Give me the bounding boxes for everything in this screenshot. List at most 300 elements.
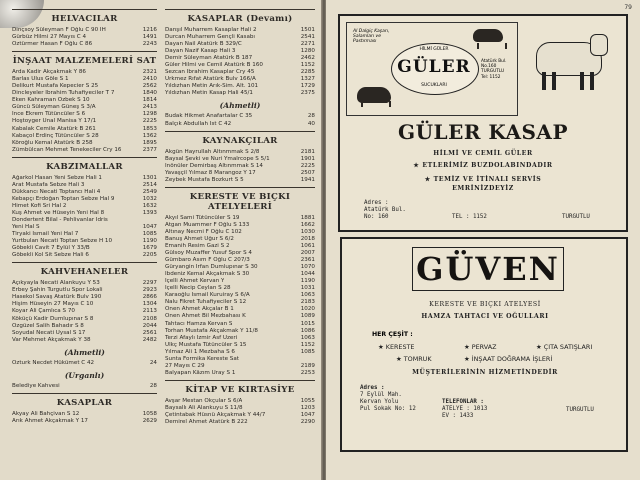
section-heading: KİTAP VE KIRTASİYE	[185, 384, 295, 395]
entry-name: Göbekli Cavit 7 Eylül Y 33/B	[12, 245, 90, 252]
entry-phone: 2108	[142, 315, 157, 322]
entry-name: Karaoğlu İsmail Kuruiray S 6/A	[165, 292, 250, 299]
entry-phone: 1491	[142, 34, 157, 41]
entry-name: Hoştoyger Ünal Manisa Y 17/1	[12, 118, 97, 125]
entry-phone: 1662	[300, 221, 315, 228]
entry-name: Yıldızhan Metin Kasap Hali 45/1	[165, 90, 253, 97]
section-heading: KASAPLAR	[56, 397, 113, 408]
entry-phone: 1047	[300, 411, 315, 418]
entry-phone: 2113	[142, 308, 157, 315]
entry-phone: 2243	[142, 41, 157, 48]
entry-name: Dayan Nail Atatürk B 329/C	[165, 41, 242, 48]
entry-phone: 1070	[300, 264, 315, 271]
entry-name: Köroğlu Kemal Atatürk B 258	[12, 139, 93, 146]
entry-name: Yıldızhan Metin Arık-Sim. Alt. 101	[165, 83, 259, 90]
entry-name: Yılmaz Ali 1 Mezbaha S 6	[165, 348, 235, 355]
entry-name: Tahtacı Hamza Kervan S	[165, 320, 233, 327]
directory-entry	[165, 398, 315, 405]
entry-name: Yurtbulan Necati Toptan Sebze H 10	[12, 238, 113, 245]
entry-name: Önen Ahmet Bil Mezbahası K	[165, 313, 246, 320]
directory-entry	[165, 83, 315, 90]
section-rule	[12, 393, 157, 394]
entry-name: Koyar Ali Çamlıca S 70	[12, 308, 75, 315]
entry-phone: 2866	[142, 294, 157, 301]
entry-name: Emanih Resim Gazi S 2	[165, 242, 230, 249]
directory-entry	[165, 278, 315, 285]
entry-phone: 1304	[142, 301, 157, 308]
entry-phone: 2007	[300, 250, 315, 257]
entry-name: Budak Hikmet Anafartalar C 35	[165, 113, 253, 120]
entry-phone: 2629	[142, 417, 157, 424]
entry-name: Dayan Nazif Kasap Hali 3	[165, 48, 236, 55]
entry-phone: 1679	[142, 245, 157, 252]
directory-entry	[165, 48, 315, 55]
subsection-heading: (Urganlı)	[64, 370, 105, 380]
section-rule	[12, 157, 157, 158]
directory-entry	[165, 370, 315, 377]
entry-name: Banuş Ahmet Uğur S 6/2	[165, 235, 234, 242]
entry-phone: 1216	[142, 27, 157, 33]
directory-entry	[12, 97, 157, 104]
entry-phone: 2923	[142, 287, 157, 294]
subsection-heading: (Ahmetli)	[219, 101, 261, 111]
entry-name: Akyıl Sami Tütüncüler S 19	[165, 214, 240, 221]
entry-name: Altınay Necmi F Oğlu C 102	[165, 228, 242, 235]
entry-phone	[312, 356, 315, 363]
guven-product-list	[342, 239, 628, 379]
entry-phone: 1301	[142, 174, 157, 181]
entry-phone: 1063	[300, 334, 315, 341]
entry-phone: 2375	[300, 90, 315, 97]
entry-phone: 2514	[142, 181, 157, 188]
entry-phone: 1280	[300, 48, 315, 55]
directory-entry	[165, 335, 315, 342]
entry-phone: 1015	[300, 320, 315, 327]
directory-entry	[12, 238, 157, 245]
entry-name: İbdeniz Kemal Akçakmak S 30	[165, 271, 250, 278]
entry-phone: 1895	[142, 139, 157, 146]
entry-phone: 2321	[142, 69, 157, 76]
directory-entry	[12, 330, 157, 337]
directory-entry	[165, 222, 315, 229]
directory-entry	[165, 321, 315, 328]
entry-phone: 1298	[142, 111, 157, 118]
entry-name: Gülsoy Muzaffer Yusuf Spor S 4	[165, 250, 252, 257]
directory-entry	[165, 90, 315, 97]
directory-entry	[12, 245, 157, 252]
product-item: ★ İNŞAAT DOĞRAMA İŞLERİ	[464, 355, 553, 363]
entry-name: Öztürmer Hasan F Oğlu C 86	[12, 41, 93, 48]
directory-entry	[165, 342, 315, 349]
entry-name: Terzi Afaylı İzmir Asf Üzeri	[165, 334, 238, 341]
entry-name: Akgün Hayrullah Altınmmak S 2/8	[165, 148, 260, 155]
entry-name: Kuş Ahmet ve Hüseyin Yeni Hal 8	[12, 209, 105, 216]
entry-name: Hişim Hüseyin 27 Mayıs C 10	[12, 301, 94, 308]
directory-entry	[12, 118, 157, 125]
directory-entry	[12, 90, 157, 97]
entry-name: Dondertent Bilal - Pehlivanlar İdris	[12, 216, 108, 223]
section-rule	[12, 51, 157, 52]
entry-phone: 2181	[300, 148, 315, 155]
directory-entry	[165, 271, 315, 278]
section-heading: KAHVEHANELER	[40, 267, 129, 278]
directory-entry	[165, 163, 315, 170]
entry-phone	[154, 217, 157, 224]
guler-line-3: EMRİNİZDEYİZ	[452, 185, 514, 192]
directory-entry	[12, 418, 157, 425]
entry-name: Ozturk Necdet Hükümet C 42	[12, 359, 95, 366]
entry-phone: 28	[149, 382, 157, 389]
directory-entry	[165, 264, 315, 271]
directory-entry	[165, 55, 315, 62]
entry-phone: 1501	[300, 27, 315, 33]
product-item: ★ TOMRUK	[396, 355, 432, 363]
directory-entry	[165, 149, 315, 156]
section-heading: KAYNAKÇILAR	[202, 135, 278, 146]
directory-entry	[12, 175, 157, 182]
directory-entry	[12, 182, 157, 189]
entry-phone: 2271	[300, 41, 315, 48]
entry-name: Balyapan Kâzım Uray S 1	[165, 369, 236, 376]
entry-name: Arda Kadir Akçakmak Y 86	[12, 69, 86, 76]
directory-entry	[12, 27, 157, 34]
directory-entry	[12, 301, 157, 308]
entry-name: Güncü Süleyman Güneş S 3/A	[12, 104, 96, 111]
directory-entry	[12, 83, 157, 90]
entry-name: Köküçü Kadir Dumlupınar S 8	[12, 315, 94, 322]
logo-bottom-text: SUCUKLARI	[421, 83, 447, 88]
directory-entry	[165, 363, 315, 370]
entry-phone: 2225	[300, 162, 315, 169]
entry-name: Eken Kahraman Ozbek S 10	[12, 97, 90, 104]
directory-entry	[165, 170, 315, 177]
entry-phone: 1853	[142, 125, 157, 132]
entry-phone: 2253	[300, 369, 315, 376]
section-rule	[12, 262, 157, 263]
entry-name: Belediye Kahvesi	[12, 382, 60, 389]
guler-line-1: ★ ETLERİMİZ BUZDOLABINDADIR	[413, 162, 553, 169]
entry-name: Güryangin İrfan Dumlupınar S 30	[165, 264, 258, 271]
directory-entry	[12, 189, 157, 196]
entry-phone: 28	[307, 113, 315, 120]
logo-address: Atatürk Bul. No.160 TURGUTLU Tel: 1152	[481, 59, 507, 80]
subsection-heading: (Ahmetli)	[64, 347, 105, 357]
product-item: ★ PERVAZ	[464, 343, 497, 351]
directory-entry	[165, 156, 315, 163]
directory-entry	[165, 292, 315, 299]
directory-entry	[12, 104, 157, 111]
entry-name: Akyay Ali Bahçivan S 12	[12, 410, 80, 417]
entry-name: Sunta Formika Kereste Sat	[165, 355, 239, 362]
directory-column-right	[165, 6, 315, 426]
guven-line-2: HAMZA TAHTACI VE OĞULLARI	[421, 313, 549, 320]
entry-phone: 1203	[300, 404, 315, 411]
entry-name: Sezcan İbrahim Kasaplar Cry 45	[165, 69, 255, 76]
directory-entry	[165, 419, 315, 426]
directory-entry	[12, 316, 157, 323]
directory-entry	[165, 349, 315, 356]
directory-entry	[12, 126, 157, 133]
guler-owners: HİLMİ VE CEMİL GÜLER	[433, 150, 533, 157]
entry-name: Gürbüz Hilmi 27 Mayıs C 4	[12, 34, 87, 41]
entry-name: Hasekol Savaş Atatürk Bulv 190	[12, 294, 102, 301]
directory-entry	[12, 147, 157, 154]
entry-name: Gümbaro Asım F Oğlu C 207/3	[165, 257, 250, 264]
entry-name: Torhan Mustafa Akçakmak Y 11/8	[165, 327, 258, 334]
section-rule	[165, 9, 315, 10]
entry-name: İçelli Necip Ceylan S 28	[165, 285, 231, 292]
entry-phone: 2290	[300, 419, 315, 426]
entry-name: İnönüler Demirbaş Altınmmak S 14	[165, 162, 263, 169]
entry-name: Önen Ahmet Akçalar B 1	[165, 306, 234, 313]
entry-name: Açıkyayla Necati Alankuyu Y 53	[12, 280, 100, 287]
directory-entry	[12, 287, 157, 294]
entry-phone: 2044	[142, 322, 157, 329]
entry-name: Barlas Ulus Göle S 1	[12, 76, 69, 83]
entry-name: Baysallı Ali Alankuyu S 11/8	[165, 404, 243, 411]
directory-column-left	[12, 6, 157, 425]
directory-entry	[165, 229, 315, 236]
entry-phone: 1089	[300, 313, 315, 320]
guler-brand-title: GÜLER KASAP	[397, 120, 568, 144]
guven-line-3: MÜŞTERİLERİNİN HİZMETİNDEDİR	[412, 369, 558, 376]
entry-phone: 1020	[300, 306, 315, 313]
entry-phone: 2562	[142, 83, 157, 90]
entry-phone: 2018	[300, 235, 315, 242]
directory-entry	[165, 257, 315, 264]
entry-name: Dincleyeler İbrahim Tuhafiyeciler T 7	[12, 90, 115, 97]
entry-phone: 1055	[300, 397, 315, 404]
directory-entry	[12, 323, 157, 330]
section-heading: HELVACILAR	[51, 14, 118, 24]
directory-entry	[165, 62, 315, 69]
directory-entry	[12, 210, 157, 217]
directory-entry	[12, 133, 157, 140]
guven-brand-title: GÜVEN	[412, 247, 564, 291]
cow-icon	[357, 87, 391, 103]
entry-name: Baysal Şevki ve Nuri Ymalrcope S 5/1	[165, 155, 270, 162]
entry-name: İnce Ekrem Tütüncüler S 6	[12, 111, 86, 118]
directory-entry	[12, 111, 157, 118]
entry-phone: 1393	[142, 209, 157, 216]
entry-name: Balçık Abdullah İst C 42	[165, 120, 232, 127]
entry-name: Dükkancı Necati Toptancı Hali 4	[12, 188, 101, 195]
section-rule	[165, 131, 315, 132]
entry-name: Durcan Muharrem Gençli Kasabı	[165, 34, 255, 41]
guler-line-2: ★ TEMİZ VE İTİNALI SERVİS	[424, 176, 542, 183]
entry-phone: 2541	[300, 34, 315, 41]
entry-name: Himet Kofi Sri Hal 2	[12, 202, 67, 209]
entry-phone: 2462	[300, 55, 315, 62]
entry-phone: 1152	[300, 62, 315, 69]
directory-entry	[12, 383, 157, 390]
entry-name: Atgan Muammer F Oğlu S 133	[165, 221, 250, 228]
entry-name: Güler Hilmi ve Cemil Atatürk B 160	[165, 62, 263, 69]
product-item: ★ KERESTE	[378, 343, 415, 351]
entry-name: Özgüzel Salih Bahadır S 8	[12, 322, 84, 329]
directory-entry	[165, 313, 315, 320]
guler-kasap-ad	[338, 14, 628, 232]
section-rule	[165, 187, 315, 188]
entry-name: İçelli Ahmet Kervan Y	[165, 278, 225, 285]
entry-phone: 2377	[142, 146, 157, 153]
entry-phone: 2285	[300, 69, 315, 76]
entry-name: Göbekli Kol Sit Sebze Hali 6	[12, 252, 89, 259]
guven-city: TURGUTLU	[566, 407, 594, 413]
directory-entry	[12, 34, 157, 41]
directory-entry	[165, 215, 315, 222]
directory-entry	[12, 294, 157, 301]
entry-phone: 2189	[300, 362, 315, 369]
directory-entry	[165, 76, 315, 83]
section-heading: KERESTE VE BIÇKI ATELYELERİ	[189, 191, 291, 212]
entry-name: Ülkç Mustafa Tütüncüler S 15	[165, 341, 247, 348]
entry-phone: 2361	[300, 257, 315, 264]
cow-illustration-icon	[528, 28, 612, 96]
directory-entry	[12, 217, 157, 224]
entry-phone: 1044	[300, 271, 315, 278]
entry-name: Erbey Şahin Turgutlu Spor Lokali	[12, 287, 103, 294]
entry-name: Zümbülcan Mehmet Tenekeciler Cry 16	[12, 146, 122, 153]
entry-phone: 40	[307, 120, 315, 127]
entry-name: Zeybek Mustafa Bozkurt S 5	[165, 176, 244, 183]
guler-tel: TEL : 1152	[452, 214, 487, 220]
directory-entry	[165, 243, 315, 250]
cow-icon	[473, 29, 503, 42]
entry-name: Ürkmez Rıfat Atatürk Bulv 166/A	[165, 76, 256, 83]
entry-phone: 2297	[142, 280, 157, 287]
product-item: ★ ÇITA SATIŞLARI	[536, 343, 593, 351]
section-heading: KABZIMALLAR	[46, 161, 123, 172]
entry-phone: 1085	[142, 231, 157, 238]
entry-phone: 2549	[142, 188, 157, 195]
entry-name: Soyudal Necati Uysal S 17	[12, 329, 86, 336]
logo-word: GÜLER	[397, 57, 471, 77]
entry-name: Arat Mustafa Sebze Hali 3	[12, 181, 85, 188]
entry-phone: 1729	[300, 83, 315, 90]
directory-entry	[165, 405, 315, 412]
directory-entry	[165, 121, 315, 128]
entry-phone: 1881	[300, 214, 315, 221]
entry-phone: 1941	[300, 176, 315, 183]
section-heading: KASAPLAR (Devamı)	[187, 14, 293, 24]
directory-entry	[12, 76, 157, 83]
entry-name: Demir Süleyman Atatürk B 187	[165, 55, 253, 62]
entry-name: Dinçsoy Süleyman F Oğlu C 90 İH	[12, 27, 106, 33]
entry-name: Avşar Mestan Okçular S 6/A	[165, 397, 243, 404]
entry-phone: 1190	[142, 238, 157, 245]
entry-phone: 1030	[300, 228, 315, 235]
guler-city: TURGUTLU	[562, 214, 590, 220]
entry-phone: 1632	[142, 202, 157, 209]
entry-phone: 1058	[142, 410, 157, 417]
directory-entry	[165, 236, 315, 243]
directory-entry	[12, 140, 157, 147]
entry-phone: 1086	[300, 327, 315, 334]
entry-phone: 2183	[300, 299, 315, 306]
directory-entry	[12, 308, 157, 315]
directory-entry	[165, 41, 315, 48]
directory-entry	[12, 203, 157, 210]
guven-phones: TELEFONLAR : ATELYE : 1013 EV : 1433	[442, 399, 488, 419]
entry-phone: 1085	[300, 348, 315, 355]
entry-name: 27 Mayıs C 29	[165, 362, 205, 369]
entry-name: Yavaşçil Yılmaz 8 Marangoz Y 17	[165, 169, 256, 176]
entry-phone: 2507	[300, 169, 315, 176]
entry-name: Tiryaki İsmail Yeni Hal 7	[12, 231, 79, 238]
directory-entry	[12, 231, 157, 238]
entry-name: Danşıl Muharrem Kasaplar Hali 2	[165, 27, 257, 33]
directory-entry	[165, 356, 315, 363]
entry-phone: 1152	[300, 341, 315, 348]
guven-address: Adres : 7 Eylül Mah. Kervan Yolu Pul Sokak No: 12	[360, 385, 416, 412]
entry-phone: 1063	[300, 292, 315, 299]
directory-entry	[12, 224, 157, 231]
entry-phone: 1840	[142, 90, 157, 97]
entry-name: Var Mehmet Akçakmak Y 38	[12, 336, 91, 343]
section-rule	[12, 9, 157, 10]
directory-entry	[165, 250, 315, 257]
entry-phone: 2410	[142, 76, 157, 83]
directory-entry	[12, 411, 157, 418]
entry-phone: 2225	[142, 118, 157, 125]
guler-logo	[346, 22, 518, 116]
entry-name: Delikurt Mustafa Kepecier S 25	[12, 83, 99, 90]
entry-phone: 2413	[142, 104, 157, 111]
entry-name: Kabalak Cemile Atatürk B 261	[12, 125, 96, 132]
entry-phone: 1901	[300, 155, 315, 162]
directory-entry	[12, 252, 157, 259]
logo-note: Al Dalgiç Kaşarı, Salamları ve Pastırması	[353, 29, 390, 44]
directory-entry	[165, 113, 315, 120]
section-rule	[165, 380, 315, 381]
directory-entry	[165, 412, 315, 419]
directory-entry	[165, 34, 315, 41]
entry-name: Yeni Hal S	[12, 224, 40, 231]
directory-entry	[165, 69, 315, 76]
entry-name: Demirel Ahmet Atatürk B 222	[165, 419, 248, 426]
entry-phone: 1047	[142, 224, 157, 231]
page-number: 79	[624, 4, 632, 11]
directory-entry	[12, 337, 157, 344]
directory-entry	[12, 41, 157, 48]
entry-phone: 1031	[300, 285, 315, 292]
directory-entry	[165, 306, 315, 313]
section-heading: İNŞAAT MALZEMELERİ SAT	[12, 56, 157, 67]
directory-entry	[12, 280, 157, 287]
entry-name: Kebapçı Erdoğan Toptan Sebze Hal 9	[12, 195, 115, 202]
entry-phone: 1362	[142, 132, 157, 139]
guven-her-cesit: HER ÇEŞİT :	[372, 331, 413, 338]
entry-name: Kabaçol Erdinç Tütüncüler S 28	[12, 132, 99, 139]
entry-name: Arık Ahmet Akçakmak Y 17	[12, 417, 88, 424]
entry-phone: 24	[149, 359, 157, 366]
directory-entry	[165, 27, 315, 34]
entry-phone: 1061	[300, 242, 315, 249]
entry-name: Çetintabak Hüsnü Akçakmak Y 44/7	[165, 411, 266, 418]
logo-top-text: HİLMİ GÜLER	[419, 47, 449, 52]
directory-entry	[165, 328, 315, 335]
directory-entry	[12, 69, 157, 76]
guven-kereste-ad	[340, 237, 628, 452]
guler-address: Adres : Atatürk Bul. No: 160	[364, 200, 406, 220]
directory-entry	[12, 196, 157, 203]
directory-entry	[165, 285, 315, 292]
entry-name: Ağarkol Hasan Yeni Sebze Hali 1	[12, 174, 102, 181]
entry-phone: 2205	[142, 252, 157, 259]
right-advert-page	[326, 0, 640, 480]
entry-phone: 2561	[142, 329, 157, 336]
